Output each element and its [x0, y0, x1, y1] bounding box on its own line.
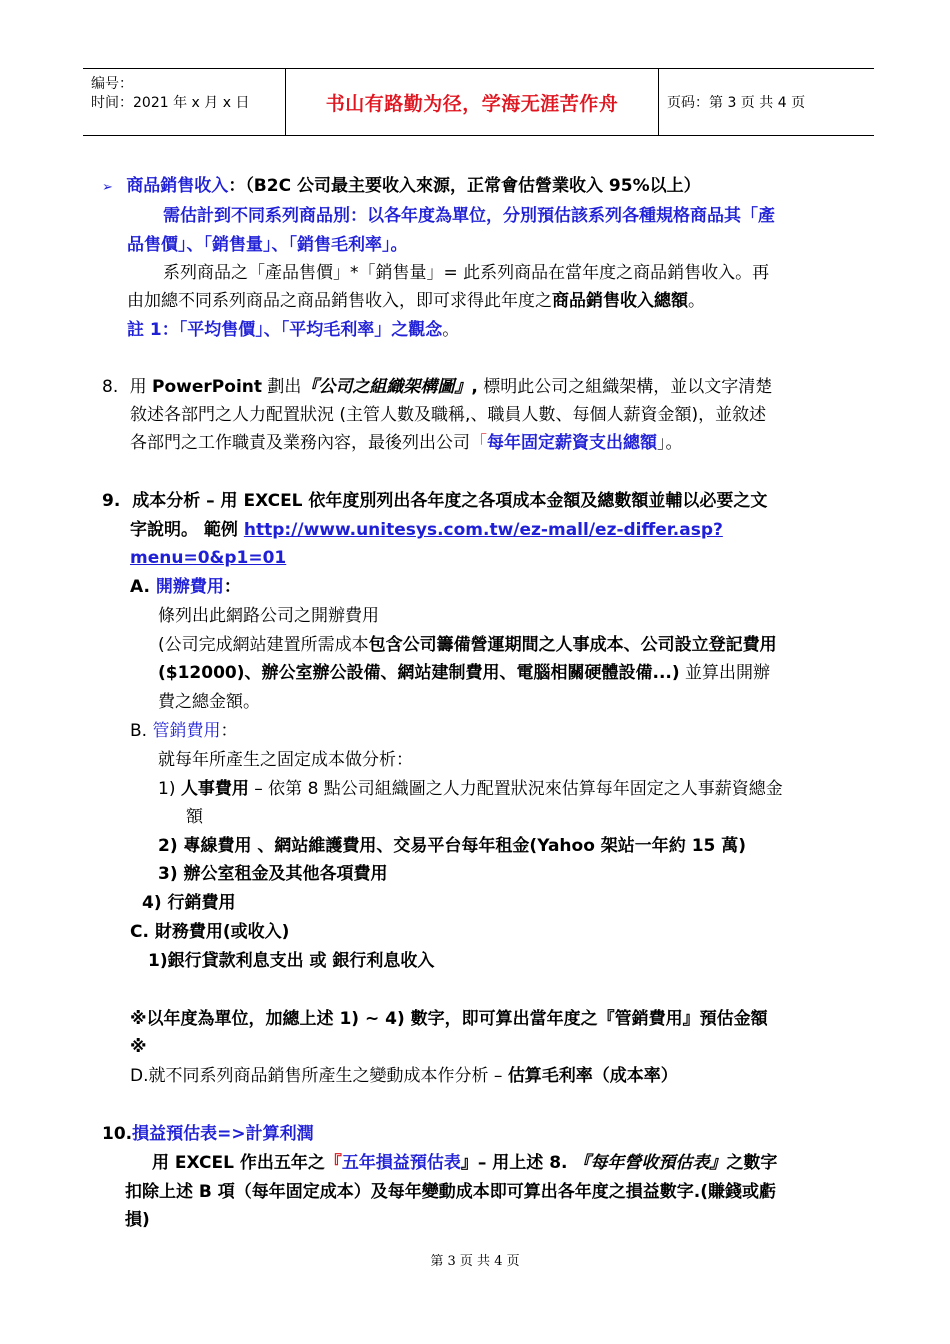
sec8-l3d: 」。: [657, 433, 683, 453]
sec8-line3: [130, 432, 683, 454]
sec9-a-l2b: 包含公司籌備營運期間之人事成本、公司設立登記費用: [368, 635, 777, 655]
sec10-l1f: 之數字: [726, 1153, 778, 1173]
sec9-a-l4: 費之總金額。: [158, 692, 260, 712]
sec9-b-title: 管銷費用: [147, 721, 221, 741]
sec10-heading: [102, 1123, 314, 1145]
sec9-b-colon: ：: [220, 721, 238, 741]
note1-text: 註 1：「平均售價」、「平均毛利率」之觀念: [127, 320, 443, 340]
sec10-revenue: 『每年營收預估表』: [573, 1153, 727, 1173]
arrow-bullet-icon: ➢: [102, 180, 113, 195]
sec9-a-title: 開辦費用: [149, 577, 224, 597]
sec9-d-text: D.就不同系列商品銷售所產生之變動成本作分析 –: [130, 1066, 508, 1086]
sec9-b-item1-cont: 額: [186, 807, 203, 827]
sec9-a-heading: [130, 576, 241, 598]
sec8-c: 劃出: [262, 377, 302, 397]
sec10-l1d: 』– 用上述 8.: [460, 1153, 574, 1173]
product-sales-heading: [102, 175, 701, 199]
sec9-l2a: 字說明。 範例: [130, 520, 244, 540]
sec10-l1b: 『: [324, 1153, 342, 1173]
sec10-line2: 扣除上述 B 項（每年固定成本）及每年變動成本即可算出各年度之損益數字.(賺錢或虧: [125, 1182, 777, 1202]
sec8-salary-total: 每年固定薪資支出總額: [487, 433, 657, 453]
sec10-l1a: 用 EXCEL 作出五年之: [152, 1153, 325, 1173]
sec9-a-l2a: (公司完成網站建置所需成本: [158, 635, 369, 655]
sec9-c-heading: C. 財務費用(或收入): [130, 922, 290, 942]
header-info-cell: [83, 69, 283, 135]
product-sales-line5: [127, 290, 705, 312]
b1-num: 1): [158, 779, 181, 799]
sec9-b-item3: 3) 辦公室租金及其他各項費用: [158, 864, 388, 884]
sec9-d: [130, 1065, 678, 1087]
sec9-summary-line2: ※: [130, 1037, 147, 1057]
product-sales-line3: 品售價」、「銷售量」、「銷售毛利率」。: [127, 235, 408, 255]
sec8-a: 用: [129, 377, 153, 397]
sec8-number: 8.: [102, 377, 119, 397]
sec9-a-l3a: ($12000)、辦公室辦公設備、網站建制費用、電腦相關硬體設備...): [158, 663, 680, 683]
product-sales-note1: [127, 319, 459, 341]
sec9-d-bold: 估算毛利率（成本率）: [507, 1066, 678, 1086]
header-motto-cell: [285, 69, 659, 135]
sec9-a-l3: [158, 662, 770, 684]
product-sales-title: 商品銷售收入: [126, 176, 229, 196]
sec9-c-item1: 1)銀行貸款利息支出 或 銀行利息收入: [148, 951, 435, 971]
sec8-line1: [102, 376, 772, 398]
sec9-b-item4: 4) 行銷費用: [142, 893, 236, 913]
sec9-l1: 成本分析 – 用 EXCEL 依年度別列出各年度之各項成本金額及總數額並輔以必要之文: [132, 491, 768, 511]
sec9-number: 9.: [102, 491, 121, 511]
line5-end: 。: [688, 291, 705, 311]
sec9-summary-line1: ※以年度為單位，加總上述 1) ~ 4) 數字，即可算出當年度之『管銷費用』預估金額: [130, 1009, 768, 1029]
page-footer: 第 3 页 共 4 页: [430, 1254, 520, 1269]
sec9-a-l2: [158, 634, 777, 656]
header-motto: 书山有路勤为径，学海无涯苦作舟: [325, 92, 619, 115]
sec9-b-heading: [130, 720, 237, 742]
example-link[interactable]: http://www.unitesys.com.tw/ez-mall/ez-differ.asp?: [243, 520, 723, 540]
product-sales-line2: 需估計到不同系列商品別：以各年度為單位，分別預估該系列各種規格商品其「產: [163, 206, 775, 226]
line5-bold: 商品銷售收入總額: [552, 291, 688, 311]
sec9-a-label: A.: [130, 577, 150, 597]
sec10-number: 10.: [102, 1124, 133, 1144]
sec9-b-item2: 2) 專線費用 、網站維護費用、交易平台每年租金(Yahoo 架站一年約 15 萬): [158, 836, 747, 856]
sec9-line2: [130, 519, 723, 541]
header-page-cell: [659, 69, 874, 135]
header-page-info: 页码：第 3 页 共 4 页: [667, 95, 806, 111]
sec8-f: 標明此公司之組織架構，並以文字清楚: [477, 377, 773, 397]
sec8-l3b: 「: [470, 433, 487, 453]
b1-title: 人事費用: [180, 779, 249, 799]
sec8-comma: ,: [471, 377, 478, 397]
sec8-l3a: 各部門之工作職責及業務內容，最後列出公司: [130, 433, 470, 453]
b1-text: – 依第 8 點公司組織圖之人力配置狀況來估算每年固定之人事薪資總金: [248, 779, 783, 799]
sec9-a-l1: 條列出此網路公司之開辦費用: [158, 606, 379, 626]
sec9-b-item1: [158, 778, 783, 800]
sec10-title: 損益預估表=>計算利潤: [132, 1124, 314, 1144]
product-sales-note: （B2C 公司最主要收入來源，正常會估營業收入 95%以上）: [245, 176, 701, 196]
product-sales-colon: ：: [228, 176, 246, 196]
sec9-a-l3b: 並算出開辦: [679, 663, 771, 683]
line5-text: 由加總不同系列商品之商品銷售收入，即可求得此年度之: [127, 291, 552, 311]
product-sales-line4: 系列商品之「產品售價」*「銷售量」= 此系列商品在當年度之商品銷售收入。再: [163, 263, 770, 283]
sec8-powerpoint: PowerPoint: [152, 377, 262, 397]
sec10-line1: [152, 1152, 777, 1174]
sec9-line1: [102, 490, 767, 512]
sec9-b-label: B.: [130, 721, 148, 741]
page-header: [83, 68, 874, 136]
sec9-b-l1: 就每年所產生之固定成本做分析：: [158, 750, 413, 770]
sec10-line3: 損): [125, 1210, 150, 1230]
sec8-line2: 敘述各部門之人力配置狀況 (主管人數及職稱,、職員人數、每個人薪資金額)，並敘述: [130, 405, 767, 425]
note1-end: 。: [442, 320, 460, 340]
header-code: 编号：: [91, 76, 133, 92]
sec9-a-colon: ：: [223, 577, 241, 597]
header-date: 时间：2021 年 x 月 x 日: [91, 95, 250, 111]
example-link-cont[interactable]: menu=0&p1=01: [130, 548, 287, 568]
sec8-org-chart: 『公司之組織架構圖』: [301, 377, 472, 397]
sec10-five-year: 五年損益預估表: [341, 1153, 461, 1173]
